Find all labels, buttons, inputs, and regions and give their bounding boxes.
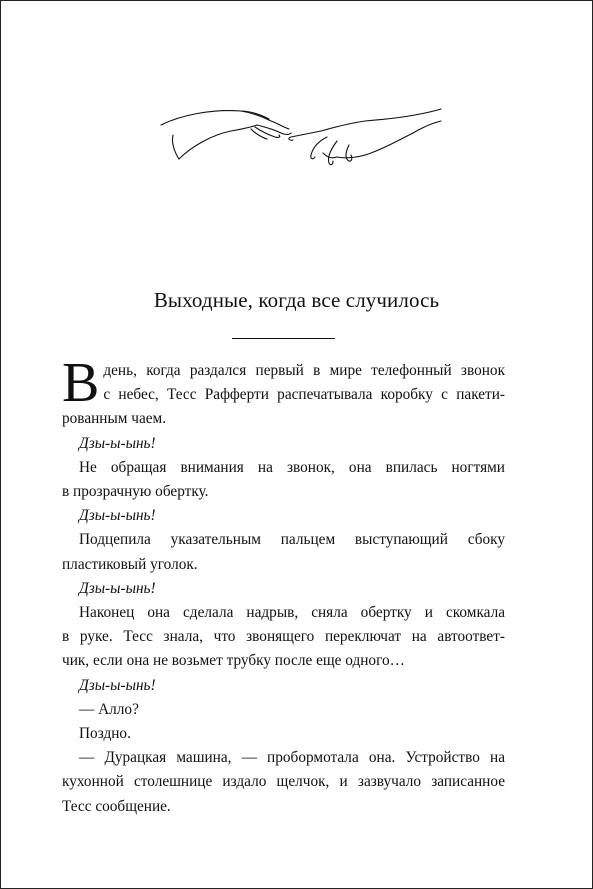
text-line: в руке. Тесс знала, что звонящего переключат на автоответ- (62, 628, 505, 646)
text-line: кухонной столешнице издало щелчок, и зазвучало записанное (62, 773, 505, 791)
paragraph (62, 528, 505, 576)
ringing-sound: Дзы-ы-ынь! (79, 676, 156, 694)
text-line: — Дурацкая машина, — пробормотала она. Устройство на (79, 749, 505, 767)
drop-cap: В (62, 352, 100, 414)
text-line: чик, если она не возьмет трубку после еще одного… (62, 652, 405, 670)
dialogue-line: — Алло? (79, 700, 139, 718)
text-line: рованным чаем. (62, 410, 167, 428)
paragraph (62, 352, 505, 432)
text-line: Тесс сообщение. (62, 797, 171, 815)
text-line: в прозрачную обертку. (62, 483, 209, 501)
ringing-sound: Дзы-ы-ынь! (79, 579, 156, 597)
title-divider (232, 338, 335, 339)
paragraph (62, 456, 505, 504)
text-line: пластиковый уголок. (62, 555, 198, 573)
body-text (62, 352, 505, 819)
text-line: Наконец она сделала надрыв, сняла обертку и скомкала (79, 604, 505, 622)
paragraph (62, 746, 505, 819)
text-line: день, когда раздался первый в мире телефонный звонок (103, 362, 505, 379)
paragraph (62, 601, 505, 674)
text-line: с небес, Тесс Рафферти распечатывала коробку с пакети- (103, 386, 505, 404)
creation-of-adam-hands-illustration (151, 97, 451, 177)
paragraph: Поздно. (79, 725, 131, 743)
ringing-sound: Дзы-ы-ынь! (79, 507, 156, 525)
text-line: Подцепила указательным пальцем выступающий сбоку (79, 531, 505, 549)
chapter-title: Выходные, когда все случилось (153, 288, 440, 312)
text-line: Не обращая внимания на звонок, она впилась ногтями (79, 458, 505, 476)
ringing-sound: Дзы-ы-ынь! (79, 434, 156, 452)
